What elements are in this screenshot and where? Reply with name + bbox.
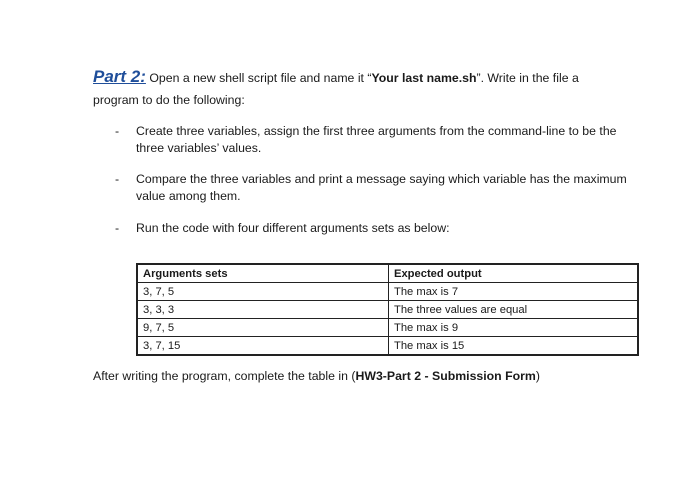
- bullet-1-line2: three variables’ values.: [136, 141, 262, 155]
- header-arguments-sets: Arguments sets: [137, 264, 389, 283]
- table-row: [137, 337, 638, 356]
- output-cell: The max is 7: [389, 283, 639, 301]
- footer-form-name: HW3-Part 2 - Submission Form: [355, 369, 536, 383]
- output-cell: The max is 9: [389, 319, 639, 337]
- bullet-3-line1: Run the code with four different arguments sets as below:: [136, 221, 450, 235]
- footer-paragraph: [93, 367, 540, 385]
- intro-filename: Your last name.sh: [371, 71, 477, 85]
- table-row: [137, 301, 638, 319]
- table-row: [137, 283, 638, 301]
- intro-text-a: Open a new shell script file and name it “: [145, 71, 372, 85]
- intro-line2: program to do the following:: [93, 93, 245, 107]
- header-expected-output: Expected output: [389, 264, 639, 283]
- args-cell: 3, 3, 3: [137, 301, 389, 319]
- bullet-marker-3: -: [115, 221, 120, 235]
- args-cell: 3, 7, 5: [137, 283, 389, 301]
- arguments-table: [136, 263, 639, 356]
- intro-paragraph: [93, 66, 653, 89]
- bullet-marker-1: -: [115, 124, 120, 138]
- footer-text-a: After writing the program, complete the table in (: [93, 369, 356, 383]
- bullet-2-line1: Compare the three variables and print a message saying which variable has the maximum: [136, 172, 627, 186]
- intro-text-b: ”. Write in the file a: [476, 71, 579, 85]
- args-cell: 9, 7, 5: [137, 319, 389, 337]
- output-cell: The three values are equal: [389, 301, 639, 319]
- table-header-row: [137, 264, 638, 283]
- args-cell: 3, 7, 15: [137, 337, 389, 356]
- bullet-1-line1: Create three variables, assign the first three arguments from the command-line to be the: [136, 124, 617, 138]
- output-cell: The max is 15: [389, 337, 639, 356]
- bullet-marker-2: -: [115, 172, 120, 186]
- bullet-2-line2: value among them.: [136, 189, 241, 203]
- part-heading: Part 2:: [93, 67, 146, 86]
- footer-text-b: ): [535, 369, 540, 383]
- table-row: [137, 319, 638, 337]
